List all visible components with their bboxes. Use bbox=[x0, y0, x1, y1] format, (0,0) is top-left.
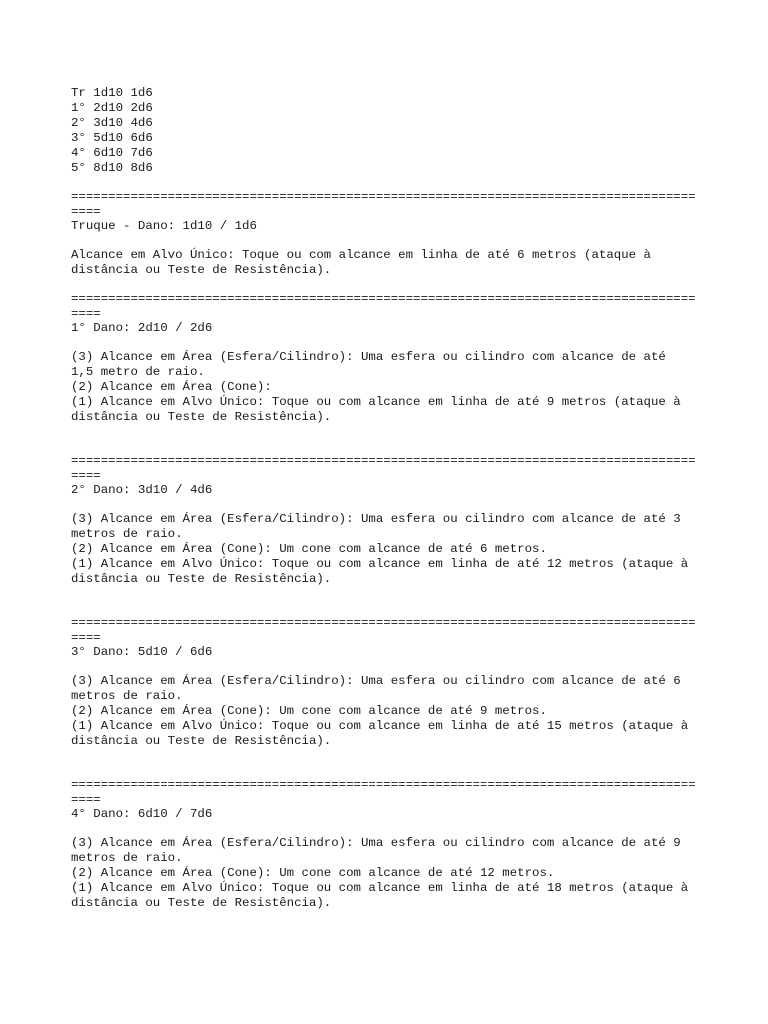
section-divider-tail: ==== bbox=[71, 793, 101, 807]
section-divider-tail: ==== bbox=[71, 469, 101, 483]
section-divider: ==================================================================================== bbox=[71, 454, 696, 468]
section-line: distância ou Teste de Resistência). bbox=[71, 410, 332, 424]
damage-table-row: 1° 2d10 2d6 bbox=[71, 101, 153, 115]
section-line: 1,5 metro de raio. bbox=[71, 365, 205, 379]
damage-table-row: 5° 8d10 8d6 bbox=[71, 161, 153, 175]
section-line: distância ou Teste de Resistência). bbox=[71, 572, 332, 586]
section-line: (1) Alcance em Alvo Único: Toque ou com alcance em linha de até 12 metros (ataque à bbox=[71, 557, 689, 571]
section-divider-tail: ==== bbox=[71, 205, 101, 219]
section-divider-tail: ==== bbox=[71, 631, 101, 645]
damage-table-row: 3° 5d10 6d6 bbox=[71, 131, 153, 145]
section-divider: ==================================================================================== bbox=[71, 292, 696, 306]
section-line: metros de raio. bbox=[71, 527, 183, 541]
section-line: metros de raio. bbox=[71, 689, 183, 703]
section-divider-tail: ==== bbox=[71, 307, 101, 321]
section-line: (2) Alcance em Área (Cone): bbox=[71, 380, 272, 394]
section-line: distância ou Teste de Resistência). bbox=[71, 263, 332, 277]
section-line: (1) Alcance em Alvo Único: Toque ou com alcance em linha de até 9 metros (ataque à bbox=[71, 395, 681, 409]
section-heading: 1° Dano: 2d10 / 2d6 bbox=[71, 321, 213, 335]
section-line: (2) Alcance em Área (Cone): Um cone com alcance de até 9 metros. bbox=[71, 704, 547, 718]
section-line: (3) Alcance em Área (Esfera/Cilindro): Uma esfera ou cilindro com alcance de até 6 bbox=[71, 674, 681, 688]
damage-table-row: 4° 6d10 7d6 bbox=[71, 146, 153, 160]
section-line: (2) Alcance em Área (Cone): Um cone com alcance de até 6 metros. bbox=[71, 542, 547, 556]
section-line: (1) Alcance em Alvo Único: Toque ou com alcance em linha de até 15 metros (ataque à bbox=[71, 719, 689, 733]
section-line: distância ou Teste de Resistência). bbox=[71, 896, 332, 910]
section-line: distância ou Teste de Resistência). bbox=[71, 734, 332, 748]
section-line: (3) Alcance em Área (Esfera/Cilindro): Uma esfera ou cilindro com alcance de até bbox=[71, 350, 666, 364]
section-line: (3) Alcance em Área (Esfera/Cilindro): Uma esfera ou cilindro com alcance de até 9 bbox=[71, 836, 681, 850]
section-line: metros de raio. bbox=[71, 851, 183, 865]
section-line: Alcance em Alvo Único: Toque ou com alcance em linha de até 6 metros (ataque à bbox=[71, 248, 651, 262]
section-line: (1) Alcance em Alvo Único: Toque ou com alcance em linha de até 18 metros (ataque à bbox=[71, 881, 689, 895]
section-heading: 3° Dano: 5d10 / 6d6 bbox=[71, 645, 213, 659]
section-divider: ==================================================================================== bbox=[71, 616, 696, 630]
section-divider: ==================================================================================== bbox=[71, 778, 696, 792]
damage-table-row: Tr 1d10 1d6 bbox=[71, 86, 153, 100]
section-heading: Truque - Dano: 1d10 / 1d6 bbox=[71, 219, 257, 233]
section-divider: ==================================================================================== bbox=[71, 190, 696, 204]
section-heading: 4° Dano: 6d10 / 7d6 bbox=[71, 807, 213, 821]
damage-table-row: 2° 3d10 4d6 bbox=[71, 116, 153, 130]
section-line: (3) Alcance em Área (Esfera/Cilindro): Uma esfera ou cilindro com alcance de até 3 bbox=[71, 512, 681, 526]
section-line: (2) Alcance em Área (Cone): Um cone com alcance de até 12 metros. bbox=[71, 866, 555, 880]
section-heading: 2° Dano: 3d10 / 4d6 bbox=[71, 483, 213, 497]
